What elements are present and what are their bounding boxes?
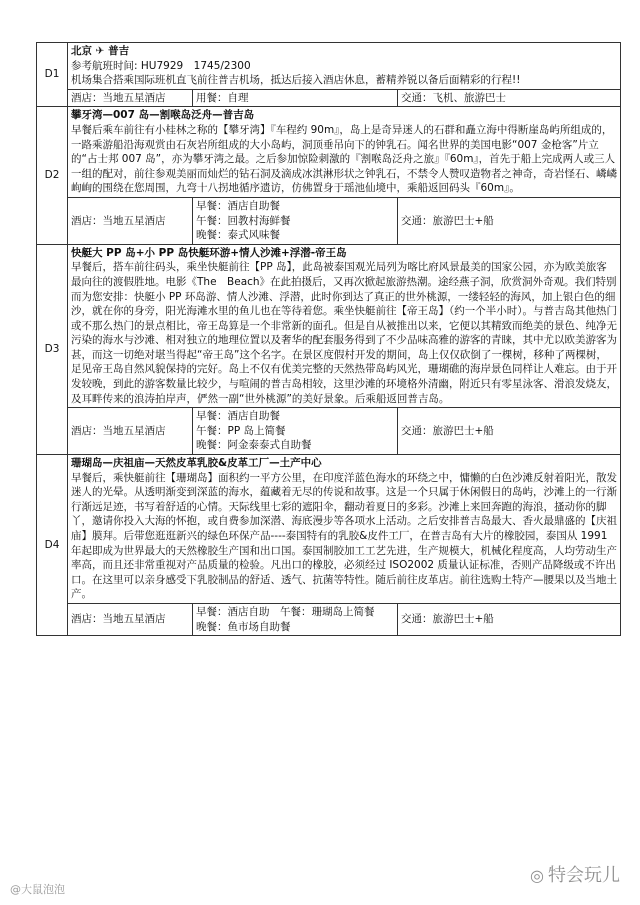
meal-line: 早餐：酒店自助餐 (196, 199, 280, 212)
day-info-row (37, 408, 621, 455)
day-row-d3 (37, 244, 621, 408)
meals-cell (193, 197, 398, 244)
day-paragraph: 参考航班时间: HU7929 1745/2300 (71, 59, 251, 72)
watermark-right (530, 861, 620, 887)
hotel-cell: 酒店：当地五星酒店 (68, 197, 193, 244)
day-info-row (37, 197, 621, 244)
day-content (68, 455, 621, 604)
day-content (68, 43, 621, 90)
day-title: 快艇大 PP 岛+小 PP 岛快艇环游+情人沙滩+浮潜-帝王岛 (71, 246, 347, 259)
meal-line: 早餐：酒店自助 午餐：珊瑚岛上简餐 (196, 605, 375, 618)
day-paragraph: 早餐后乘车前往有小桂林之称的【攀牙湾】『车程约 90m』，岛上是奇异迷人的石群和矗立海中得断崖岛屿所组成的，一路乘游船沿海观赏由石灰岩所组成的大小岛屿，洞顶垂吊向下的钟乳石。闻名世界的美国电影“007 金枪客”片立的“占士邦 007 岛”，亦为攀牙湾之最。之后参加惊险刺激的『割喉岛泛舟之旅』『60m』，首先于船上完成两人或三人一组的配对，前往参观美丽而灿烂的钻石洞及滴成冰淇淋形状之钟乳石，不禁令人赞叹造物者之神奇，奇岩怪石、嶙嶙峋峋的围绕在您周围，九弯十八拐地循序遗访，仿佛置身于瑶池仙境中，乘船返回码头『60m』。 (71, 123, 617, 195)
meal-line: 早餐：酒店自助餐 (196, 410, 280, 423)
meal-line: 晚餐：阿金泰泰式自助餐 (196, 439, 312, 452)
wechat-icon: ◎ (530, 866, 544, 885)
meals-cell (193, 408, 398, 455)
meal-line: 晚餐：泰式风味餐 (196, 229, 280, 242)
day-row-d1 (37, 43, 621, 90)
meal-line: 午餐：PP 岛上简餐 (196, 424, 286, 437)
itinerary-table (36, 42, 621, 636)
day-title: 北京 ✈ 普吉 (71, 45, 130, 57)
hotel-cell: 酒店：当地五星酒店 (68, 89, 193, 107)
transport-cell: 交通：旅游巴士+船 (398, 408, 621, 455)
day-content (68, 107, 621, 198)
day-row-d2 (37, 107, 621, 198)
day-paragraph: 早餐后，搭车前往码头，乘坐快艇前往【PP 岛】，此岛被泰国观光局列为喀比府风景最美的国家公园，亦为欧美旅客最向往的渡假胜地。电影《The Beach》在此拍摄后，又再次掀起旅游热潮。途经燕子洞，欣赏洞外奇观。我们特别而为您安排：快艇小 PP 环岛游、情人沙滩、浮潜，此时你到达了真正的世外桃源，一缕轻轻的海风，加上银白色的细沙，就在你的身旁，阳光海滩水里的鱼儿也在等待着您。乘坐快艇前往【帝王岛】（约一个半小时）。与普吉岛其他热门或不那么热门的景点相比，帝王岛算是一个非常新的面孔。但是自从被推出以来，它便以其精致而绝美的景色、纯净无污染的海水与沙滩、相对独立的地理位置以及奢华的配套服务得到了不少品味高雅的游客的青睐，其中尤以欧美游客为甚，而这一切绝对堪当得起“帝王岛”这个名字。在景区度假村开发的期间，岛上仅仅砍倒了一棵树，移种了两棵树，足见帝王岛自然风貌保持的完好。岛上不仅有优美完整的天然热带岛屿风光，珊瑚礁的海岸景色同样让人难忘。由于开发较晚，到此的游客数量比较少，与喧闹的普吉岛相较，这里沙滩的环境格外清幽，附近只有零星泳客、滑浪发烧友，及耳畔传来的浪涛拍岸声，俨然一副“世外桃源”的美好景象。后乘船返回普吉岛。 (71, 261, 617, 405)
meal-line: 晚餐：鱼市场自助餐 (196, 620, 291, 633)
day-info-row (37, 603, 621, 635)
day-title: 攀牙湾—007 岛—割喉岛泛舟—普吉岛 (71, 109, 255, 122)
meals-cell (193, 89, 398, 107)
day-paragraph: 早餐后，乘快艇前往【珊瑚岛】面积约一平方公里，在印度洋蓝色海水的环绕之中，慵懒的白色沙滩反射着阳光，散发迷人的光晕。从透明渐变到深蓝的海水，蕴藏着无尽的传说和故事。这是一个只属于休闲假日的岛屿，沙滩上的一行渐行渐远足迹，书写着舒适的心情。天际线里七彩的遮阳伞，翻动着夏日的多彩。沙滩上来回奔跑的海浪，搔动你的脚丫，邀请你投入大海的怀抱，或自费参加深潜、海底漫步等各项水上活动。之后安排普吉岛最大、香火最鼎盛的【庆祖庙】膜拜。后带您逛逛新兴的绿色环保产品----泰国特有的乳胶&皮件工厂，在普吉岛有大片的橡胶园，泰国从 1991 年起即成为世界最大的天然橡胶生产国和出口国。泰国制胶加工工艺先进，生产规模大，机械化程度高，人均劳动生产率高，而且还非常重视对产品质量的检验。凡出口的橡胶，必须经过 ISO2002 质量认证标准，否则产品降级或不许出口。在这里可以亲身感受下乳胶制品的舒适、透气、抗菌等特性。随后前往皮革店。前往选购土特产—腰果以及当地土产。 (71, 471, 617, 601)
day-content (68, 244, 621, 408)
watermark-left: @大鼠泡泡 (10, 883, 65, 896)
day-info-row (37, 89, 621, 107)
meals-cell (193, 603, 398, 635)
day-paragraph: 机场集合搭乘国际班机直飞前往普吉机场，抵达后接入酒店休息，蓄精养锐以备后面精彩的行程!! (71, 74, 521, 87)
day-label: D2 (37, 107, 68, 244)
hotel-cell: 酒店：当地五星酒店 (68, 408, 193, 455)
day-label: D1 (37, 43, 68, 107)
day-row-d4 (37, 455, 621, 604)
transport-cell: 交通：飞机、旅游巴士 (398, 89, 621, 107)
watermark-right-text: 特会玩儿 (548, 865, 620, 886)
day-title: 珊瑚岛—庆祖庙—天然皮革乳胶&皮革工厂—土产中心 (71, 457, 322, 470)
hotel-cell: 酒店：当地五星酒店 (68, 603, 193, 635)
transport-cell: 交通：旅游巴士+船 (398, 197, 621, 244)
meal-line: 午餐：回教村海鲜餐 (196, 214, 291, 227)
day-label: D3 (37, 244, 68, 454)
meal-line: 用餐：自理 (196, 91, 249, 104)
day-label: D4 (37, 455, 68, 636)
transport-cell: 交通：旅游巴士+船 (398, 603, 621, 635)
